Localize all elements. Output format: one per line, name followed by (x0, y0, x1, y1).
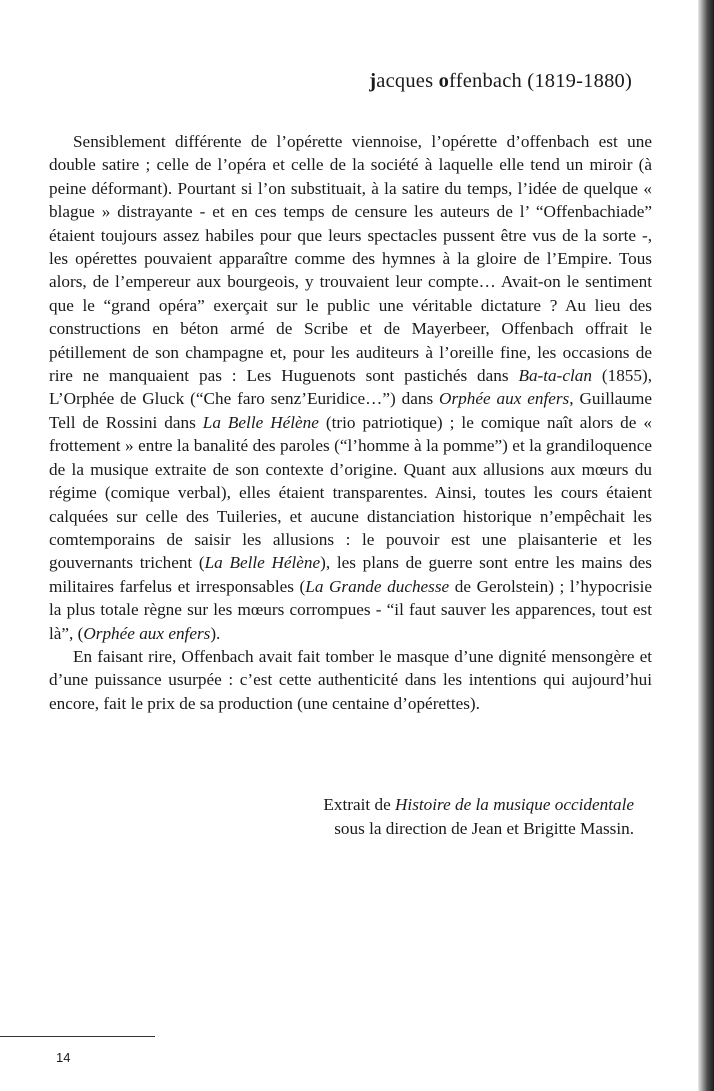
work-title: La Belle Hélène (202, 412, 319, 432)
text-run: (1855), L’Orphée de Gluck (“Che faro senz’Euridice…”) dans (49, 366, 652, 409)
credit-prefix: Extrait de (323, 795, 396, 814)
paragraph-2: En faisant rire, Offenbach avait fait tomber le masque d’une dignité mensongère et d’une puissance usurpée : c’est cette authenticité dans les intentions qui aujourd’hui encore, fait le prix de sa production (une centaine d’opérettes). (49, 646, 652, 713)
work-title: Orphée aux enfers (439, 389, 570, 409)
footer-rule (0, 1036, 155, 1037)
title-dates: (1819-1880) (521, 70, 632, 92)
title-initial-o: o (438, 70, 450, 92)
page-edge-shadow (698, 0, 714, 1091)
work-title: La Belle Hélène (204, 553, 321, 573)
book-title: Histoire de la musique occidentale (395, 795, 634, 814)
title-initial-j: j (369, 70, 377, 92)
title-surname: ffenbach (449, 70, 522, 92)
text-run: (trio patriotique) ; le comique naît alors de « frottement » entre la banalité des paroles (“l’homme à la pomme”) et la grandiloquence de la musique extraite de son contexte d’origine. Quant aux allusions aux mœurs du régime (comique verbal), elles étaient transparentes. Ainsi, toutes les cours étaient calquées sur celle des Tuileries, et aucune distanciation historique n’empêchait les comtemporains de saisir les allusions : le pouvoir est une plaisanterie et les gouvernants trichent ( (49, 412, 652, 573)
title-first-name: acques (376, 70, 439, 92)
page-title (369, 70, 632, 93)
text-run: ), les plans de guerre sont entre les mains des militaires farfelus et irresponsables ( (49, 553, 652, 596)
source-credit (323, 793, 634, 841)
article-body (49, 130, 652, 715)
text-run: de Gerolstein) ; l’hypocrisie la plus totale règne sur les mœurs corrompues - “il faut sauver les apparences, tout est là”, ( (49, 576, 652, 643)
work-title: Ba-ta-clan (518, 366, 592, 386)
work-title: Orphée aux enfers (83, 623, 211, 643)
paragraph-1 (49, 130, 652, 645)
work-title: La Grande duchesse (305, 576, 450, 596)
text-run: Sensiblement différente de l’opérette viennoise, l’opérette d’offenbach est une double satire ; celle de l’opéra et celle de la société à laquelle elle tend un miroir (à peine déformant). Pourtant si l’on substituait, à la satire du temps, l’idée de quelque « blague » distrayante - et en ces temps de censure les auteurs de l’ “Offenbachiade” étaient toujours assez habiles pour que leurs spectacles pussent être vus de la sorte -, les opérettes pouvaient apparaître comme des hymnes à la gloire de l’Empire. Tous alors, de l’empereur aux bourgeois, y trouvaient leur compte… Avait-on le sentiment que le “grand opéra” exerçait sur le public une véritable dictature ? Au lieu des constructions en béton armé de Scribe et de Mayerbeer, Offenbach offrait le pétillement de son champagne et, pour les auditeurs à l’oreille fine, les occasions de rire ne manquaient pas : Les Huguenots sont pastichés dans (49, 132, 652, 386)
text-run: , Guillaume Tell de Rossini dans (49, 389, 652, 432)
page-number: 14 (56, 1050, 71, 1065)
credit-line-1 (323, 793, 634, 817)
text-run: ). (210, 623, 221, 643)
credit-line-2: sous la direction de Jean et Brigitte Massin. (334, 819, 634, 838)
